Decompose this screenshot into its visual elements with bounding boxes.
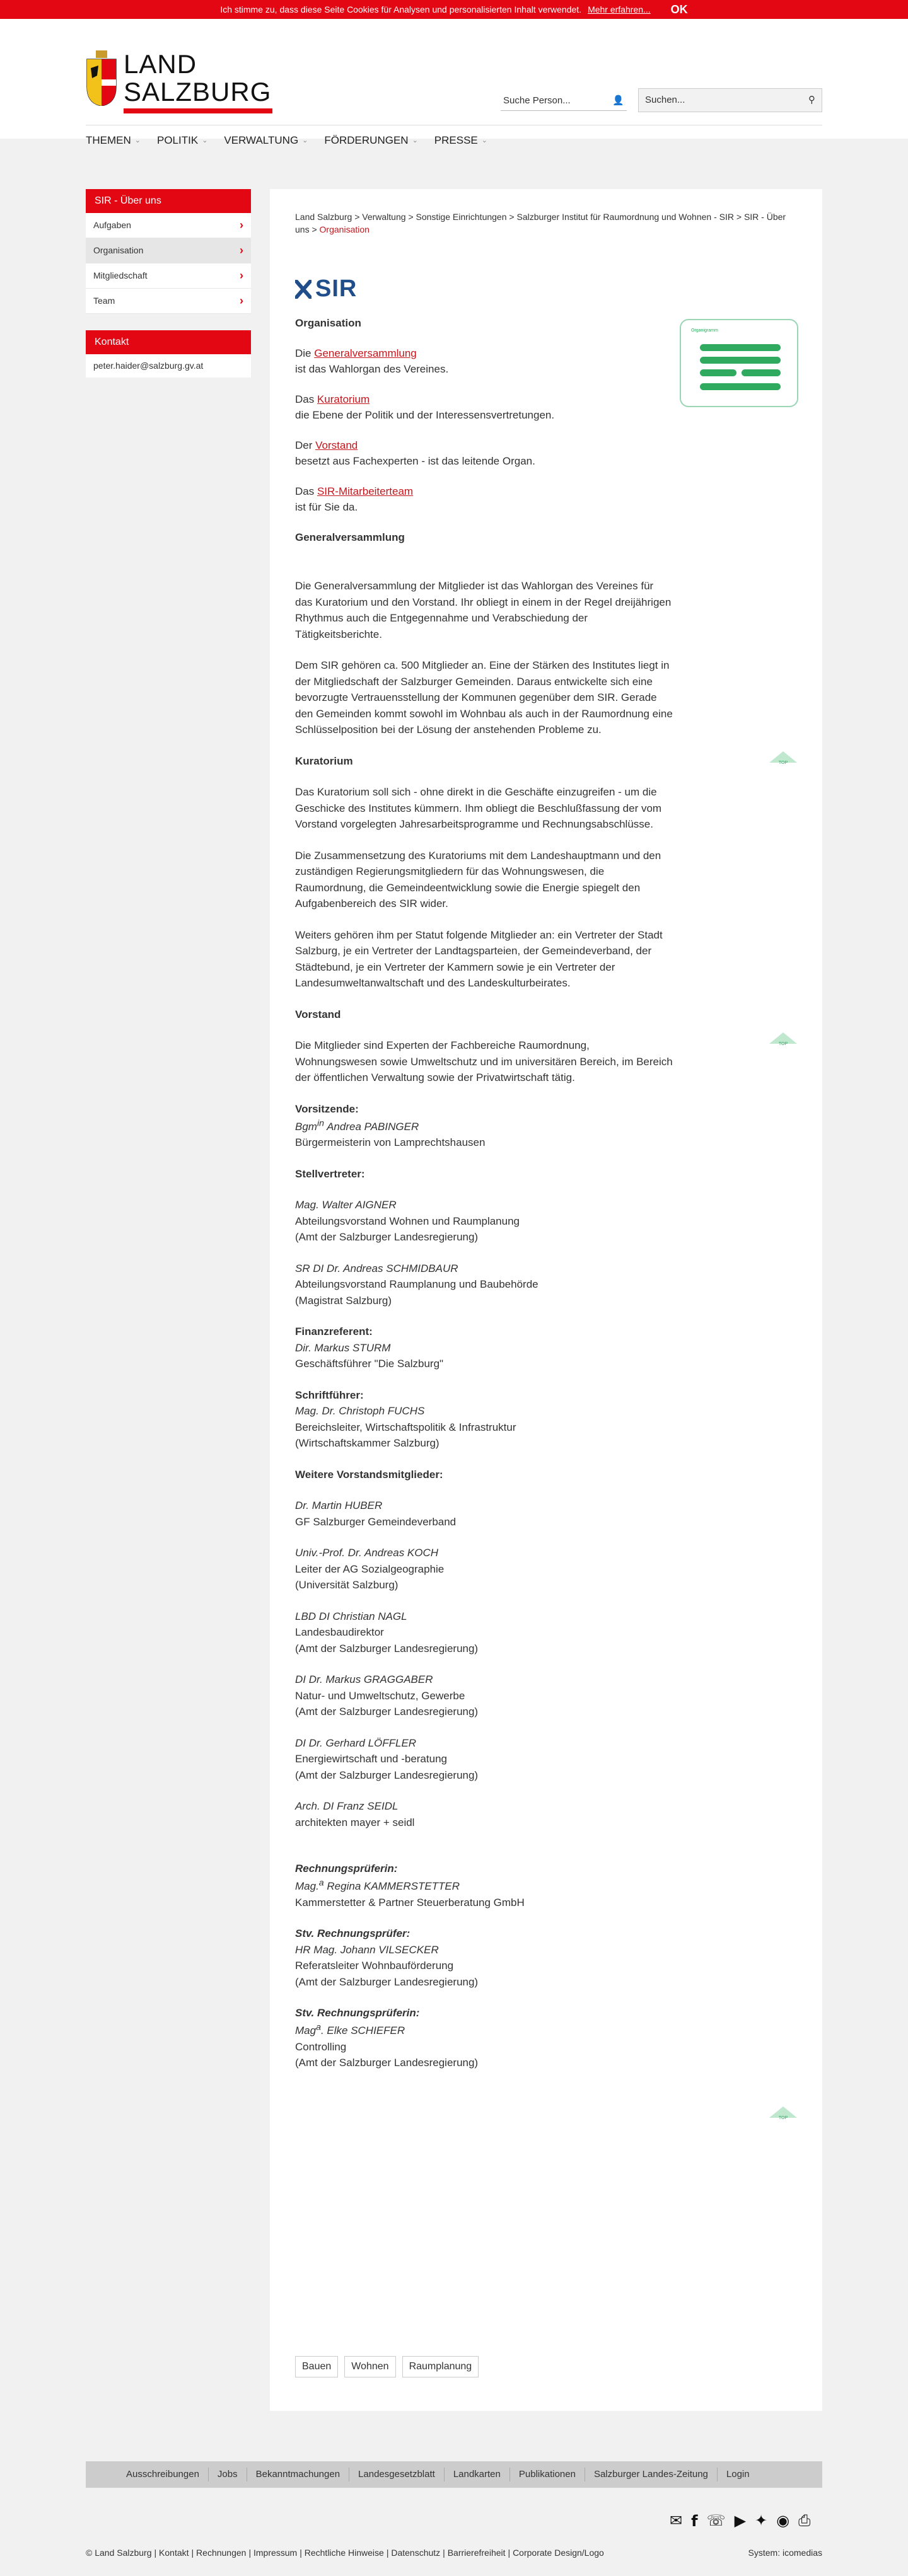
system-credit: System: icomedias <box>748 2548 822 2558</box>
chevron-down-icon: ⌄ <box>134 136 141 144</box>
crest-icon <box>86 50 117 106</box>
stv-rechnungspruefin-label: Stv. Rechnungsprüferin: <box>295 2007 420 2019</box>
person-search[interactable] <box>501 92 627 111</box>
bottom-link[interactable]: Barrierefreiheit <box>447 2548 506 2558</box>
breadcrumb-item[interactable]: Verwaltung <box>362 212 406 222</box>
nav-presse[interactable]: PRESSE ⌄ <box>434 134 487 146</box>
stellvertreter-label: Stellvertreter: <box>295 1167 365 1180</box>
site-logo[interactable] <box>86 50 271 106</box>
footer-links <box>86 2461 822 2488</box>
link-vorstand[interactable]: Vorstand <box>315 439 358 451</box>
sidebar-title[interactable]: SIR - Über uns <box>86 189 251 213</box>
article-text: Organisation Die Generalversammlung ist das Wahlorgan des Vereines. Das Kuratorium die Ebene der Politik und der Interessensvertretungen. Der Vorstand besetzt aus Fachexperten - ist das leitende Organ. Das SIR-Mitarbeiterteam ist für Sie da. Generalversammlung Die Generalversammlung der Mitglieder ist das Wahlorgan des Vereines für das Kuratorium und den Vorstand. Ihr obliegt in einem in der Regel dreijährigen Rhythmus auch die Entgegennahme und Verabschiedung der Tätigkeitsberichte. Dem SIR gehören ca. 500 Mitglieder an. Eine der Stärken des Institutes liegt in der Mitgliedschaft der Salzburger Gemeinden. Daraus entwickelte sich eine bevorzugte Vertrauensstellung der Kommunen gegenüber dem SIR. Gerade den Gemeinden kommt sowohl im Wohnbau als auch in der Raumordnung eine Schlüsselposition bei der Lösung der anstehenden Probleme zu. Kuratorium Das Kuratorium soll sich - ohne direkt in die Geschäfte einzugreifen - um die Geschicke des Institutes kümmern. Ihm obliegt die Beschlußfassung der vom Vorstand vorgelegten Jahresarbeitsprogramme und Rechnungsabschlüsse. Die Zusammensetzung des Kuratoriums mit dem Landeshauptmann und den zuständigen Regierungsmitgliedern für das Wohnungswesen, die Raumordnung, die Gemeindeentwicklung sowie die Energie spiegelt den Aufgabenbereich des SIR wider. Weiters gehören ihm per Statut folgende Mitglieder an: ein Vertreter der Stadt Salzburg, je ein Vertreter der Landtagsparteien, der Gemeindeverband, der Städtebund, je ein Vertreter der Kammern sowie je ein Vertreter der Landesumweltanwaltschaft und des Landeskulturbeirates. Vorstand Die Mitglieder sind Experten der Fachbereiche Raumordnung, Wohnungswesen sowie Umweltschutz und im universitären Bereich, im Bereich der öffentlichen Verwaltung sowie der Privatwirtschaft tätig. Vorsitzende: Bgm$^{in}$ Andrea PABINGER Bürgermeisterin von Lamprechtshausen Stellvertreter: Mag. Walter AIGNER Abteilungsvorstand Wohnen und Raumplanung (Amt der Salzburger Landesregierung) SR DI Dr. Andreas SCHMIDBAUR Abteilungsvorstand Raumplanung und Baubehörde (Magistrat Salzburg) Finanzreferent: Dir. Markus STURM Geschäftsführer "Die Salzburg" Schriftführer: Mag. Dr. Christoph FUCHS Bereichsleiter, Wirtschaftspolitik & Infrastruktur (Wirtschaftskammer Salzburg) Weitere Vorstandsmitglieder: Dr. Martin HUBER GF Salzburger Gemeindeverband Univ.-Prof. Dr. Andreas KOCH Leiter der AG Sozialgeographie (Universität Salzburg) LBD DI Christian NAGL Landesbaudirektor (Amt der Salzburger Landesregierung) DI Dr. Markus GRAGGABER Natur- und Umweltschutz, Gewerbe (Amt der Salzburger Landesregierung) DI Dr. Gerhard LÖFFLER Energiewirtschaft und -beratung (Amt der Salzburger Landesregierung) Arch. DI Franz SEIDL architekten mayer + seidl Rechnungsprüferin: Mag.$^a$ Regina KAMMERSTETTER Kammerstetter & Partner Steuerberatung GmbH Stv. Rechnungsprüfer: HR Mag. Johann VILSECKER Referatsleiter Wohnbauförderung (Amt der Salzburger Landesregierung) Stv. Rechnungsprüferin: Mag$^a$. Elke SCHIEFER Controlling (Amt der Salzburger Landesregierung) <box>295 315 673 2071</box>
breadcrumb-item[interactable]: Land Salzburg <box>295 212 352 222</box>
breadcrumb-item[interactable]: Sonstige Einrichtungen <box>416 212 507 222</box>
nav-themen[interactable]: THEMEN ⌄ <box>86 134 141 146</box>
bottom-link[interactable]: Corporate Design/Logo <box>513 2548 604 2558</box>
mail-icon[interactable]: ✉ <box>670 2512 683 2529</box>
stellvertreter-entry: SR DI Dr. Andreas SCHMIDBAUR Abteilungsvorstand Raumplanung und Baubehörde (Magistrat Salzburg) <box>295 1262 538 1307</box>
breadcrumb-item[interactable]: SIR - Über uns <box>295 212 786 234</box>
tag-bauen[interactable]: Bauen <box>295 2356 338 2377</box>
cookie-text: Ich stimme zu, dass diese Seite Cookies für Analysen und personalisierten Inhalt verwendet. <box>220 4 582 14</box>
link-mitarbeiterteam[interactable]: SIR-Mitarbeiterteam <box>317 485 414 497</box>
vorstand-member: Arch. DI Franz SEIDL architekten mayer + seidl <box>295 1800 415 1828</box>
breadcrumb: Land Salzburg > Verwaltung > Sonstige Einrichtungen > Salzburger Institut für Raumordnung und Wohnen - SIR > SIR - Über uns > Organisation <box>295 212 786 234</box>
sidebar-item-organisation[interactable]: Organisation › <box>86 238 251 263</box>
main-nav <box>86 132 487 149</box>
gv-paragraph-1: Die Generalversammlung der Mitglieder ist das Wahlorgan des Vereines für das Kuratorium und den Vorstand. Ihr obliegt in einem in der Regel dreijährigen Rhythmus auch die Entgegennahme und Verabschiedung der Tätigkeitsberichte. <box>295 580 672 640</box>
vorstand-member: Univ.-Prof. Dr. Andreas KOCH Leiter der AG Sozialgeographie (Universität Salzburg) <box>295 1547 445 1591</box>
org-chart-kuratorium <box>700 357 781 364</box>
bottom-link[interactable]: Kontakt <box>159 2548 189 2558</box>
chevron-right-icon: › <box>240 269 243 282</box>
social-links <box>670 2510 810 2533</box>
main-search-input[interactable]: Suchen... <box>645 94 685 105</box>
bottom-bar: © Land Salzburg | Kontakt | Rechnungen | Impressum | Rechtliche Hinweise | Datenschutz | Barrierefreiheit | Corporate Design/Logo System: icomedias <box>86 2546 822 2560</box>
main-content <box>270 189 822 2411</box>
kur-paragraph-2: Die Zusammensetzung des Kuratoriums mit dem Landeshauptmann und den zuständigen Regierungsmitgliedern für das Wohnungswesen, die Raumordnung, die Gemeindeentwicklung sowie die Energie spiegelt den Aufgabenbereich des SIR wider. <box>295 849 661 910</box>
org-chart[interactable] <box>680 319 798 407</box>
top-button[interactable] <box>769 750 797 766</box>
vorsitzende-name: Bgm$^{in}$ Andrea PABINGER <box>295 1118 419 1133</box>
contact-title: Kontakt <box>86 330 251 354</box>
sir-logo-text: SIR <box>315 275 358 302</box>
stv-rechnungspruefer-label: Stv. Rechnungsprüfer: <box>295 1927 410 1940</box>
heading-vorstand: Vorstand <box>295 1008 341 1020</box>
person-search-input[interactable]: Suche Person... <box>503 95 571 107</box>
svg-text:TOP: TOP <box>778 1042 788 1046</box>
instagram-icon[interactable]: ◉ <box>776 2512 790 2529</box>
org-chart-generalversammlung <box>700 344 781 351</box>
footer-link[interactable]: Landesgesetzblatt <box>349 2468 445 2482</box>
bottom-link[interactable]: Datenschutz <box>391 2548 441 2558</box>
youtube-icon[interactable]: ▶ <box>734 2512 747 2529</box>
vorstand-member: DI Dr. Markus GRAGGABER Natur- und Umweltschutz, Gewerbe (Amt der Salzburger Landesregierung) <box>295 1673 479 1718</box>
chevron-down-icon: ⌄ <box>481 136 487 144</box>
nav-verwaltung[interactable]: VERWALTUNG ⌄ <box>224 134 308 146</box>
sidebar-item-aufgaben[interactable]: Aufgaben › <box>86 213 251 238</box>
heading-generalversammlung: Generalversammlung <box>295 531 405 543</box>
chevron-right-icon: › <box>240 219 243 231</box>
vor-paragraph-1: Die Mitglieder sind Experten der Fachbereiche Raumordnung, Wohnungswesen sowie Umweltschutz und im universitären Bereich, im Bereich der öffentlichen Verwaltung sowie der Privatwirtschaft tätig. <box>295 1039 673 1083</box>
chevron-right-icon: › <box>240 294 243 307</box>
kur-paragraph-3: Weiters gehören ihm per Statut folgende Mitglieder an: ein Vertreter der Stadt Salzburg, je ein Vertreter der Landtagsparteien, der Gemeindeverband, der Städtebund, je ein Vertreter der Kammern sowie je ein Vertreter der Landesumweltanwaltschaft und des Landeskulturbeirates. <box>295 928 663 989</box>
bottom-link: © Land Salzburg <box>86 2548 152 2558</box>
chevron-right-icon: › <box>240 244 243 257</box>
breadcrumb-item[interactable]: Salzburger Institut für Raumordnung und Wohnen - SIR <box>516 212 734 222</box>
footer-link[interactable]: Bekanntmachungen <box>247 2468 349 2482</box>
vorstand-member: Dr. Martin HUBER GF Salzburger Gemeindeverband <box>295 1499 457 1528</box>
top-button[interactable] <box>769 1031 797 1048</box>
org-chart-mitarbeiterteam <box>700 383 781 390</box>
sir-logo <box>295 271 357 307</box>
vorstand-member: LBD DI Christian NAGL Landesbaudirektor (Amt der Salzburger Landesregierung) <box>295 1610 479 1655</box>
tag-raumplanung[interactable]: Raumplanung <box>402 2356 479 2377</box>
stellvertreter-entry: Mag. Walter AIGNER Abteilungsvorstand Wohnen und Raumplanung (Amt der Salzburger Landesregierung) <box>295 1199 520 1244</box>
bottom-link[interactable]: Rechnungen <box>196 2548 247 2558</box>
gv-paragraph-2: Dem SIR gehören ca. 500 Mitglieder an. Eine der Stärken des Institutes liegt in der Mitgliedschaft der Salzburger Gemeinden. Daraus entwickelte sich eine bevorzugte Vertrauensstellung der Kommunen gegenüber dem SIR. Gerade den Gemeinden kommt sowohl im Wohnbau als auch in der Raumordnung eine Schlüsselposition bei der Lösung der anstehenden Probleme zu. <box>295 659 673 736</box>
chevron-down-icon: ⌄ <box>412 136 418 144</box>
bottom-link[interactable]: Rechtliche Hinweise <box>304 2548 384 2558</box>
tag-list <box>295 2356 479 2377</box>
schriftfuehrer-label: Schriftführer: <box>295 1389 364 1401</box>
logo-line2: SALZBURG <box>124 77 272 107</box>
bottom-link[interactable]: Impressum <box>253 2548 298 2558</box>
chevron-down-icon: ⌄ <box>302 136 308 144</box>
contact-email[interactable]: peter.haider@salzburg.gv.at <box>86 354 251 378</box>
heading-organisation: Organisation <box>295 317 361 329</box>
main-search[interactable] <box>638 88 822 112</box>
footer-link[interactable]: Login <box>726 2468 750 2480</box>
org-chart-geschaeftsfuehrung <box>742 369 781 376</box>
footer-link[interactable]: Ausschreibungen <box>117 2468 209 2482</box>
weitere-vorstand-label: Weitere Vorstandsmitglieder: <box>295 1468 443 1481</box>
footer-link[interactable]: Jobs <box>209 2468 247 2482</box>
breadcrumb-current: Organisation <box>319 224 370 234</box>
footer-link[interactable]: Salzburger Landes-Zeitung <box>585 2468 718 2482</box>
logo-bar <box>124 108 272 113</box>
vorstand-member: DI Dr. Gerhard LÖFFLER Energiewirtschaft und -beratung (Amt der Salzburger Landesregierung) <box>295 1736 479 1781</box>
cookie-ok-button[interactable]: OK <box>670 3 688 16</box>
rechnungspruefer-label: Rechnungsprüferin: <box>295 1863 398 1875</box>
link-generalversammlung[interactable]: Generalversammlung <box>314 347 417 359</box>
nav-politik[interactable]: POLITIK ⌄ <box>157 134 208 146</box>
search-icon[interactable]: ⚲ <box>808 94 815 105</box>
site-header <box>0 19 908 146</box>
org-chart-vorstand <box>700 369 736 376</box>
nav-foerderungen[interactable]: FÖRDERUNGEN ⌄ <box>324 134 418 146</box>
cookie-banner <box>0 0 908 19</box>
cookie-more-link[interactable]: Mehr erfahren... <box>588 4 651 14</box>
org-chart-title: Organigramm <box>691 328 718 333</box>
finanzreferent-label: Finanzreferent: <box>295 1326 373 1338</box>
footer-link[interactable]: Landkarten <box>445 2468 510 2482</box>
kur-paragraph-1: Das Kuratorium soll sich - ohne direkt in die Geschäfte einzugreifen - um die Geschicke des Institutes kümmern. Ihm obliegt die Beschlußfassung der vom Vorstand vorgelegten Jahresarbeitsprogramme und Rechnungsabschlüsse. <box>295 786 662 830</box>
twitter-icon[interactable]: ✦ <box>755 2512 768 2529</box>
top-button[interactable] <box>769 2105 797 2122</box>
svg-text:TOP: TOP <box>778 761 788 765</box>
vorsitzende-label: Vorsitzende: <box>295 1102 359 1115</box>
footer-link[interactable]: Publikationen <box>510 2468 585 2482</box>
person-icon[interactable]: 👤 <box>612 95 624 107</box>
logo-line1: LAND <box>124 49 197 79</box>
svg-text:TOP: TOP <box>778 2116 788 2120</box>
heading-kuratorium: Kuratorium <box>295 754 353 767</box>
link-kuratorium[interactable]: Kuratorium <box>317 393 370 405</box>
tag-wohnen[interactable]: Wohnen <box>344 2356 395 2377</box>
whatsapp-icon[interactable]: ☏ <box>706 2512 726 2529</box>
sidebar <box>86 189 251 378</box>
sidebar-item-team[interactable]: Team › <box>86 289 251 314</box>
print-icon[interactable]: ⎙ <box>798 2512 811 2529</box>
facebook-icon[interactable]: f <box>691 2512 698 2530</box>
sir-mark-icon <box>295 280 311 299</box>
sidebar-item-mitgliedschaft[interactable]: Mitgliedschaft › <box>86 263 251 289</box>
chevron-down-icon: ⌄ <box>202 136 208 144</box>
